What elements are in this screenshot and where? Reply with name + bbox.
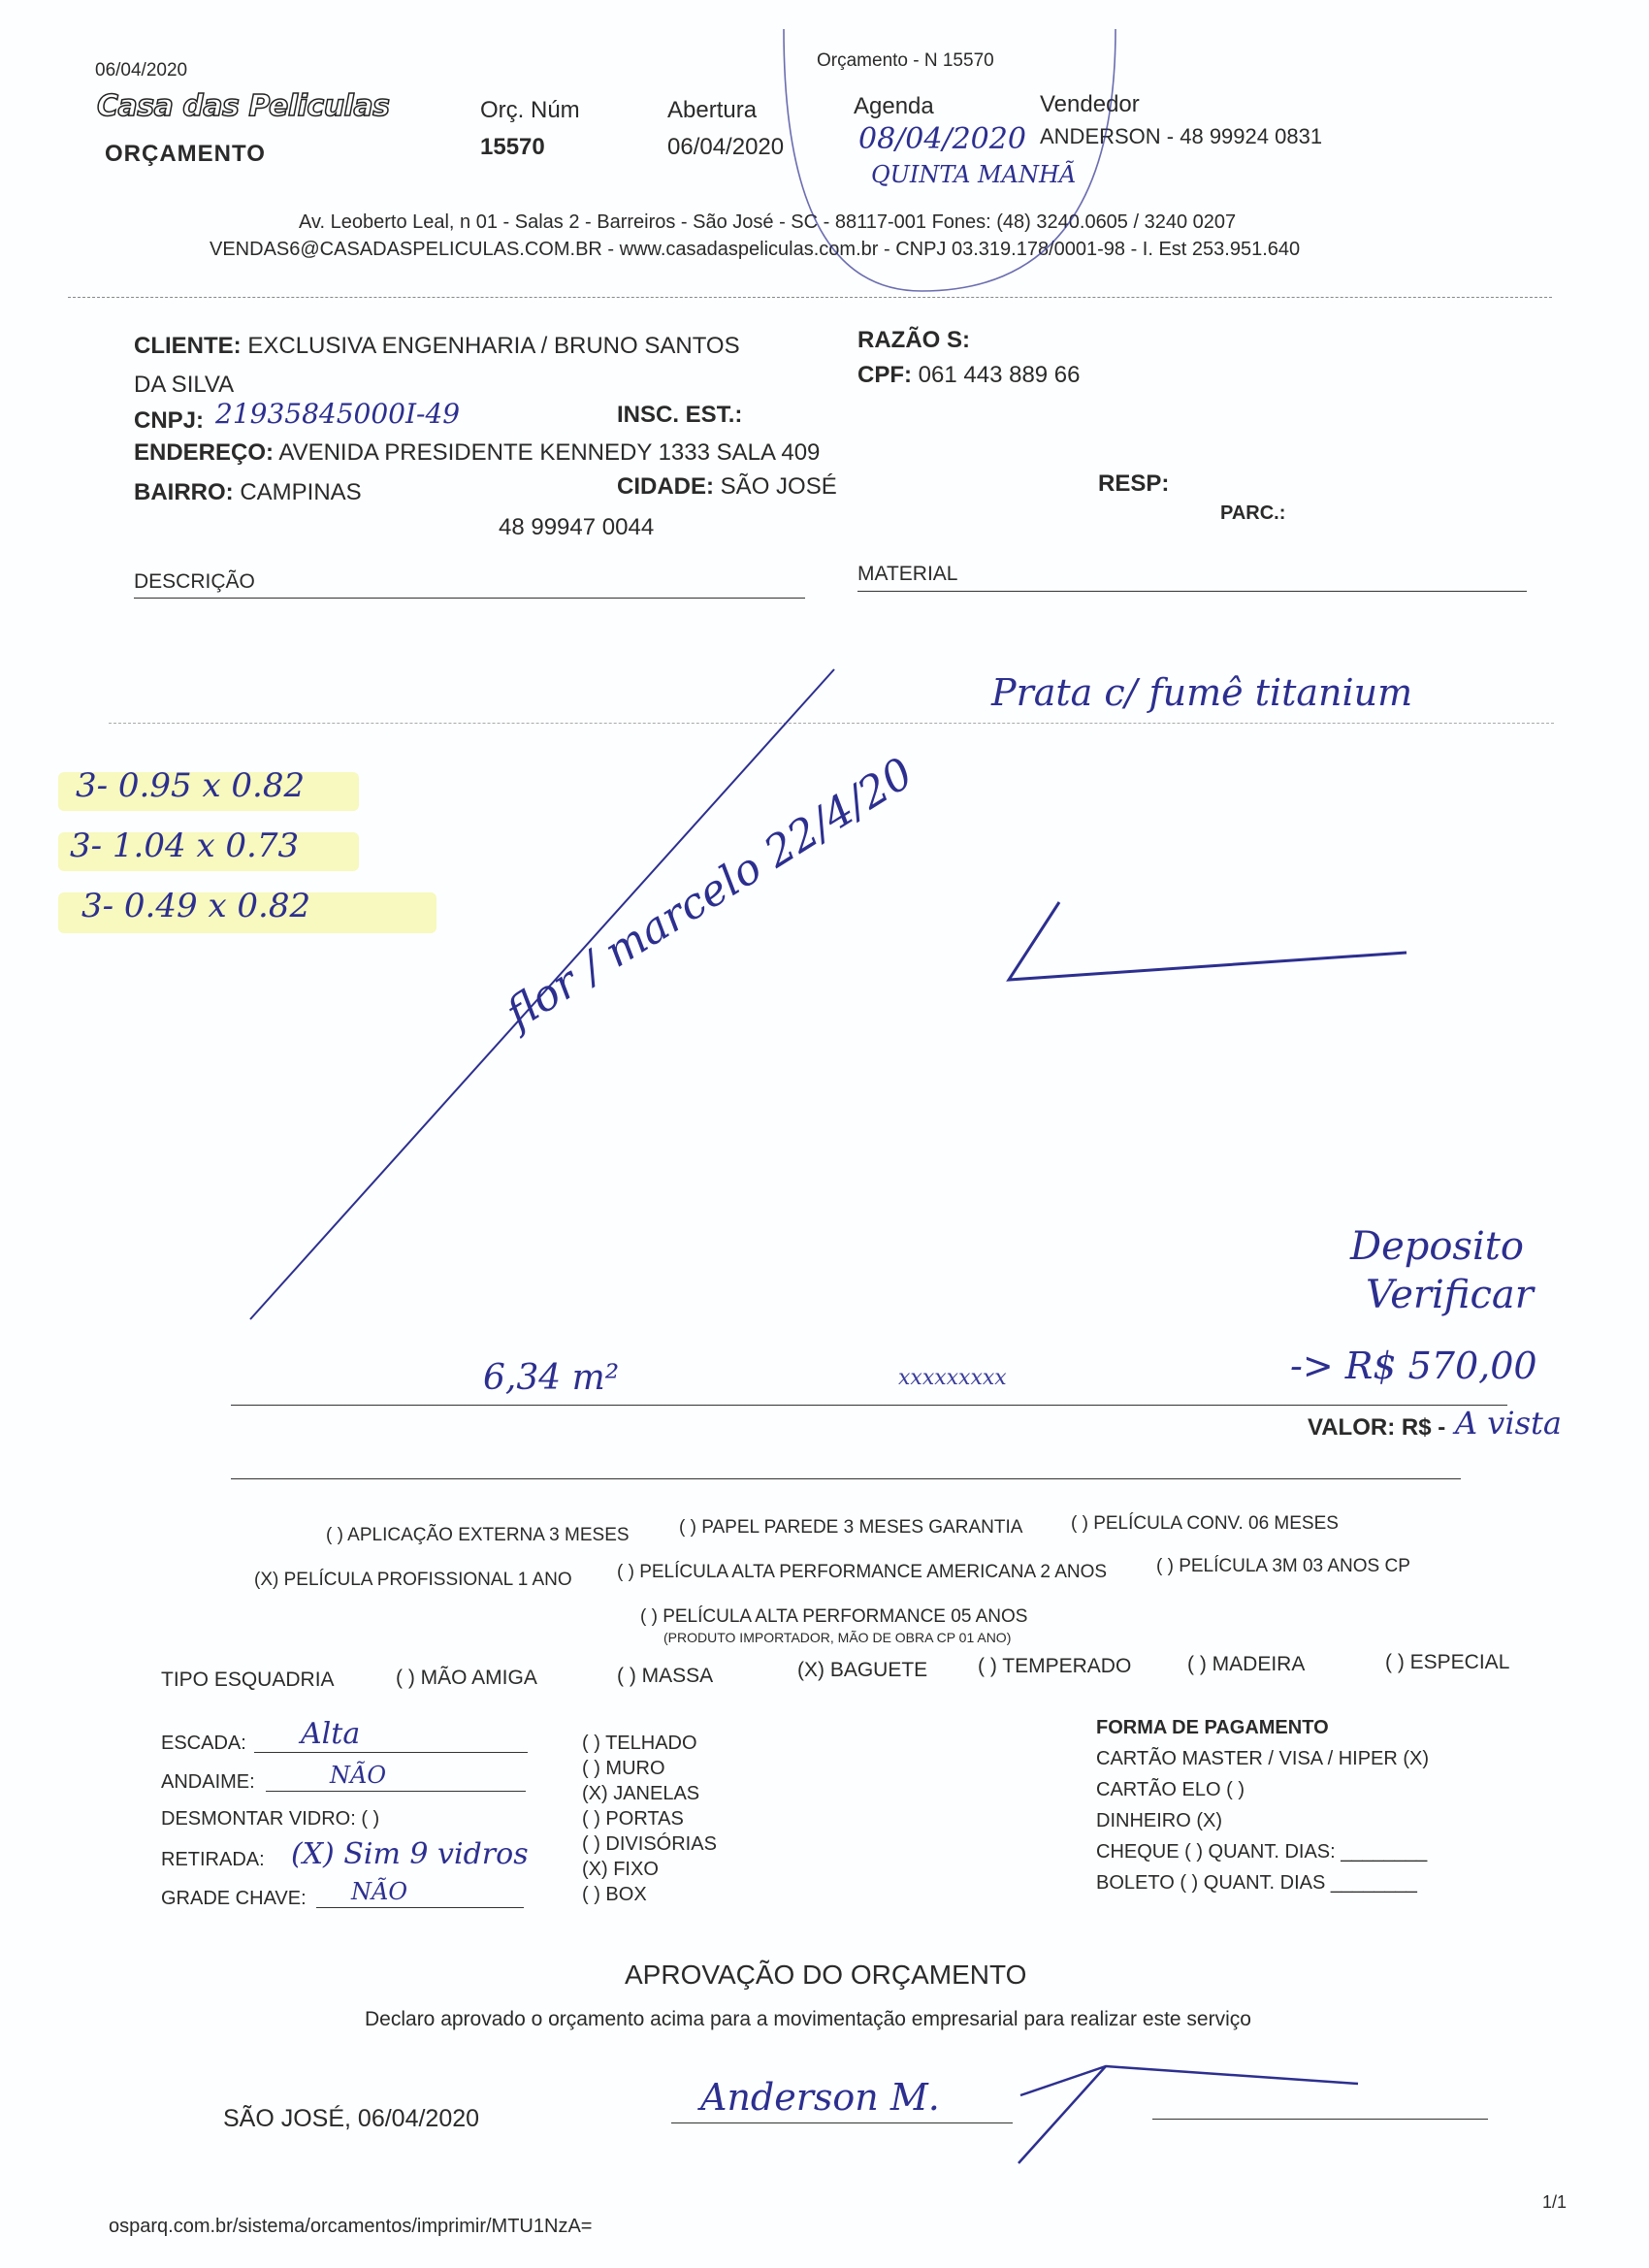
insc-label: INSC. EST.:: [617, 402, 743, 428]
abertura-date: 06/04/2020: [667, 134, 785, 160]
place-date: SÃO JOSÉ, 06/04/2020: [223, 2105, 480, 2132]
total-line: [231, 1405, 1507, 1406]
esquadria-baguete: (X) BAGUETE: [797, 1659, 928, 1681]
esquadria-especial: ( ) ESPECIAL: [1385, 1651, 1510, 1673]
valor-label: VALOR: R$ -: [1308, 1414, 1446, 1441]
escada-handwritten: Alta: [301, 1717, 361, 1751]
loc-janelas: (X) JANELAS: [582, 1783, 700, 1804]
item-line-2: 3- 1.04 x 0.73: [70, 826, 300, 865]
doc-type: ORÇAMENTO: [105, 141, 266, 167]
endereco-label: ENDEREÇO:: [134, 439, 275, 466]
bairro-value: CAMPINAS: [240, 479, 362, 505]
area-handwritten: 6,34 m²: [483, 1358, 620, 1398]
desmontar-row: [161, 1808, 379, 1831]
esquadria-label: TIPO ESQUADRIA: [161, 1669, 335, 1691]
resp-label: RESP:: [1098, 470, 1170, 497]
page-number: 1/1: [1542, 2192, 1568, 2212]
payment-cartao-master: CARTÃO MASTER / VISA / HIPER (X): [1096, 1748, 1430, 1769]
andaime-handwritten: NÃO: [330, 1762, 387, 1789]
loc-divisorias: ( ) DIVISÓRIAS: [582, 1833, 717, 1855]
andaime-label: ANDAIME:: [161, 1771, 255, 1793]
payment-boleto: BOLETO ( ) QUANT. DIAS ________: [1096, 1872, 1417, 1894]
cpf-label: CPF:: [857, 362, 912, 388]
agenda-label: Agenda: [854, 93, 934, 119]
esquadria-massa: ( ) MASSA: [617, 1665, 714, 1687]
price-handwritten: -> R$ 570,00: [1290, 1345, 1537, 1387]
orc-num-label: Orç. Núm: [480, 97, 580, 123]
escada-label: ESCADA:: [161, 1733, 246, 1754]
deposit-note-2: Verificar: [1366, 1273, 1534, 1317]
orc-num: 15570: [480, 134, 545, 160]
grade-chave-underline: [316, 1907, 524, 1908]
opt-pelicula-americana: ( ) PELÍCULA ALTA PERFORMANCE AMERICANA 2 ANOS: [617, 1562, 1108, 1582]
esquadria-mao-amiga: ( ) MÃO AMIGA: [396, 1667, 537, 1689]
footer-url: osparq.com.br/sistema/orcamentos/imprimir/MTU1NzA=: [109, 2216, 593, 2237]
print-date: 06/04/2020: [95, 60, 188, 81]
razao-label: RAZÃO S:: [857, 327, 970, 353]
abertura-label: Abertura: [667, 97, 758, 123]
avista-handwritten: A vista: [1455, 1405, 1562, 1442]
loc-muro: ( ) MURO: [582, 1758, 665, 1779]
cidade-label: CIDADE:: [617, 473, 714, 500]
grade-chave-label: GRADE CHAVE:: [161, 1888, 307, 1909]
opt-aplicacao-externa: ( ) APLICAÇÃO EXTERNA 3 MESES: [326, 1525, 630, 1545]
cliente-label: CLIENTE:: [134, 333, 242, 359]
payment-cheque: CHEQUE ( ) QUANT. DIAS: ________: [1096, 1841, 1428, 1863]
company-address: Av. Leoberto Leal, n 01 - Salas 2 - Barreiros - São José - SC - 88117-001 Fones: (48) 3240.0605 / 3240 0207: [299, 211, 1237, 233]
brand-logo: Casa das Peliculas: [97, 89, 390, 123]
retirada-label: RETIRADA:: [161, 1849, 265, 1870]
company-contact: VENDAS6@CASADASPELICULAS.COM.BR - www.casadaspeliculas.com.br - CNPJ 03.319.178/0001-98 - I. Est 253.951.640: [210, 239, 1301, 260]
opt-pelicula-3m: ( ) PELÍCULA 3M 03 ANOS CP: [1156, 1556, 1410, 1576]
signoff-handwritten: flor / marcelo 22/4/20: [497, 748, 922, 1039]
item-line-1: 3- 0.95 x 0.82: [76, 766, 306, 805]
vendedor-label: Vendedor: [1040, 91, 1140, 117]
approval-text: Declaro aprovado o orçamento acima para a movimentação empresarial para realizar este serviço: [365, 2008, 1251, 2030]
bairro-label: BAIRRO:: [134, 479, 234, 505]
loc-portas: ( ) PORTAS: [582, 1808, 684, 1830]
agenda-note-handwritten: QUINTA MANHÃ: [871, 161, 1077, 188]
item-line-3: 3- 0.49 x 0.82: [81, 887, 311, 925]
loc-fixo: (X) FIXO: [582, 1859, 659, 1880]
opt-papel-parede: ( ) PAPEL PAREDE 3 MESES GARANTIA: [679, 1517, 1023, 1538]
loc-box: ( ) BOX: [582, 1884, 647, 1905]
scribble-out: xxxxxxxxx: [898, 1366, 1007, 1390]
client-phone: 48 99947 0044: [499, 514, 655, 540]
payment-dinheiro: DINHEIRO (X): [1096, 1810, 1222, 1831]
descricao-header: DESCRIÇÃO: [134, 570, 255, 593]
retirada-handwritten: (X) Sim 9 vidros: [291, 1837, 529, 1871]
cidade-value: SÃO JOSÉ: [720, 473, 837, 500]
opt-pelicula-alta-05: ( ) PELÍCULA ALTA PERFORMANCE 05 ANOS: [640, 1606, 1028, 1627]
andaime-underline: [266, 1791, 526, 1792]
desmontar-label: DESMONTAR VIDRO:: [161, 1808, 356, 1830]
cnpj-label: CNPJ:: [134, 407, 205, 434]
opt-pelicula-conv: ( ) PELÍCULA CONV. 06 MESES: [1071, 1513, 1339, 1534]
signature-handwritten: Anderson M.: [700, 2076, 940, 2119]
cpf-value: 061 443 889 66: [918, 362, 1081, 388]
loc-telhado: ( ) TELHADO: [582, 1733, 697, 1754]
cliente-value: EXCLUSIVA ENGENHARIA / BRUNO SANTOS: [247, 333, 740, 359]
material-handwritten: Prata c/ fumê titanium: [991, 671, 1413, 714]
cliente-cont: DA SILVA: [134, 372, 235, 398]
payment-title: FORMA DE PAGAMENTO: [1096, 1717, 1329, 1738]
deposit-note-1: Deposito: [1350, 1224, 1524, 1269]
payment-cartao-elo: CARTÃO ELO ( ): [1096, 1779, 1245, 1800]
esquadria-temperado: ( ) TEMPERADO: [978, 1655, 1132, 1677]
material-header: MATERIAL: [857, 563, 958, 585]
stamp-note: Orçamento - N 15570: [817, 50, 994, 71]
esquadria-madeira: ( ) MADEIRA: [1187, 1653, 1306, 1675]
lower-line: [231, 1478, 1461, 1479]
endereco-value: AVENIDA PRESIDENTE KENNEDY 1333 SALA 409: [278, 439, 821, 466]
vendedor-value: ANDERSON - 48 99924 0831: [1040, 124, 1323, 148]
signature-line-left: [671, 2122, 1013, 2123]
opt-pelicula-profissional: (X) PELÍCULA PROFISSIONAL 1 ANO: [254, 1570, 572, 1590]
escada-underline: [254, 1752, 528, 1753]
parc-label: PARC.:: [1220, 502, 1286, 524]
desmontar-value: ( ): [361, 1808, 380, 1830]
approval-title: APROVAÇÃO DO ORÇAMENTO: [625, 1960, 1027, 1990]
cnpj-handwritten: 21935845000I-49: [215, 398, 461, 430]
grade-chave-handwritten: NÃO: [351, 1878, 408, 1905]
agenda-date-handwritten: 08/04/2020: [858, 122, 1026, 156]
opt-pelicula-alta-05-sub: (PRODUTO IMPORTADOR, MÃO DE OBRA CP 01 ANO): [663, 1630, 1012, 1645]
signature-line-right: [1152, 2119, 1488, 2120]
